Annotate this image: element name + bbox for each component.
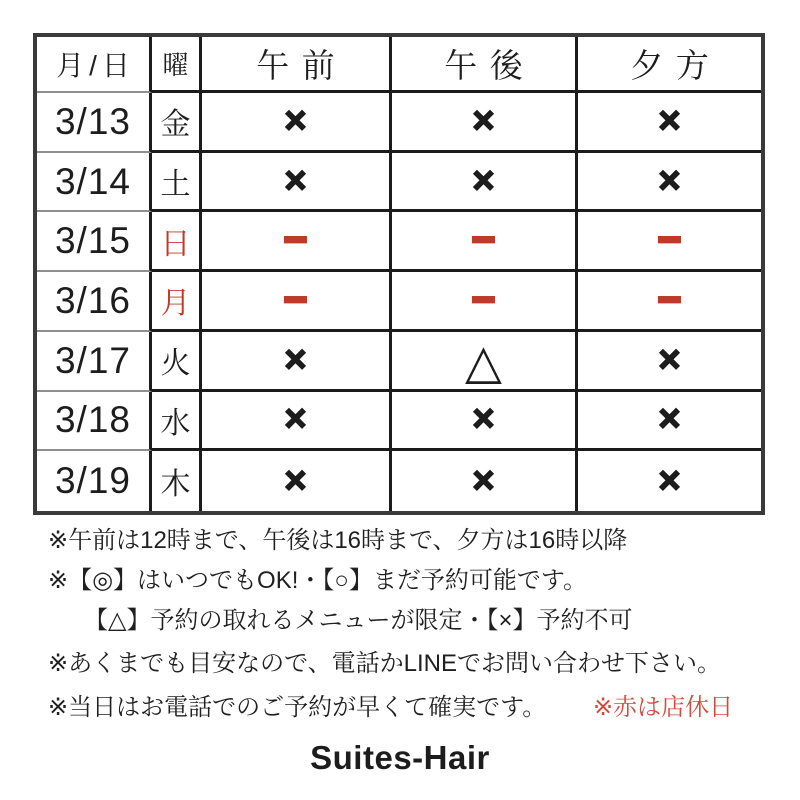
row-3-18-date: 3/18: [37, 392, 152, 452]
note-red-is-holiday: ※赤は店休日: [593, 694, 734, 721]
row-3-16-am-closed-dash: −: [202, 272, 392, 332]
row-3-19-weekday: 木: [152, 451, 202, 511]
header-afternoon: 午後: [392, 37, 578, 93]
row-3-14-am-unavailable-mark: ×: [202, 153, 392, 213]
header-evening: 夕方: [578, 37, 761, 93]
note-legend-limited: 【△】予約の取れるメニューが限定・【×】予約不可: [84, 607, 633, 634]
row-3-13-eve-unavailable-mark: ×: [578, 93, 761, 153]
row-3-17-pm-limited-triangle: △: [392, 332, 578, 392]
header-date: 月/日: [37, 37, 152, 93]
row-3-15-am-closed-dash: −: [202, 212, 392, 272]
row-3-14-weekday: 土: [152, 153, 202, 213]
row-3-17-am-unavailable-mark: ×: [202, 332, 392, 392]
note-time-ranges: ※午前は12時まで、午後は16時まで、夕方は16時以降: [48, 527, 628, 554]
row-3-17-weekday: 火: [152, 332, 202, 392]
row-3-18-eve-unavailable-mark: ×: [578, 392, 761, 452]
note-same-day: ※当日はお電話でのご予約が早くて確実です。: [48, 694, 547, 721]
availability-table: [33, 33, 765, 515]
header-weekday: 曜: [152, 37, 202, 93]
row-3-13-pm-unavailable-mark: ×: [392, 93, 578, 153]
note-contact: ※あくまでも目安なので、電話かLINEでお問い合わせ下さい。: [48, 650, 721, 677]
row-3-14-pm-unavailable-mark: ×: [392, 153, 578, 213]
row-3-15-date: 3/15: [37, 212, 152, 272]
row-3-13-weekday: 金: [152, 93, 202, 153]
row-3-13-am-unavailable-mark: ×: [202, 93, 392, 153]
row-3-16-pm-closed-dash: −: [392, 272, 578, 332]
row-3-19-eve-unavailable-mark: ×: [658, 459, 681, 502]
header-morning: 午前: [202, 37, 392, 93]
row-3-14-eve-unavailable-mark: ×: [578, 153, 761, 213]
row-3-16-eve-closed-dash: −: [578, 272, 761, 332]
row-3-14-date: 3/14: [37, 153, 152, 213]
row-3-19-pm-unavailable-mark: ×: [392, 451, 578, 511]
row-3-13-date: 3/13: [37, 93, 152, 153]
row-3-18-pm-unavailable-mark: ×: [392, 392, 578, 452]
row-3-16-weekday: 月: [152, 272, 202, 332]
salon-name: Suites-Hair: [310, 739, 490, 776]
row-3-19-date: 3/19: [37, 451, 152, 511]
row-3-18-am-unavailable-mark: ×: [202, 392, 392, 452]
row-3-18-weekday: 水: [152, 392, 202, 452]
row-3-17-date: 3/17: [37, 332, 152, 392]
note-legend-ok: ※【◎】はいつでもOK!・【○】まだ予約可能です。: [48, 567, 587, 594]
row-3-17-eve-unavailable-mark: ×: [578, 332, 761, 392]
row-3-15-pm-closed-dash: −: [392, 212, 578, 272]
row-3-16-date: 3/16: [37, 272, 152, 332]
row-3-15-eve-closed-dash: −: [578, 212, 761, 272]
row-3-19-am-unavailable-mark: ×: [202, 451, 392, 511]
row-3-15-weekday: 日: [152, 212, 202, 272]
